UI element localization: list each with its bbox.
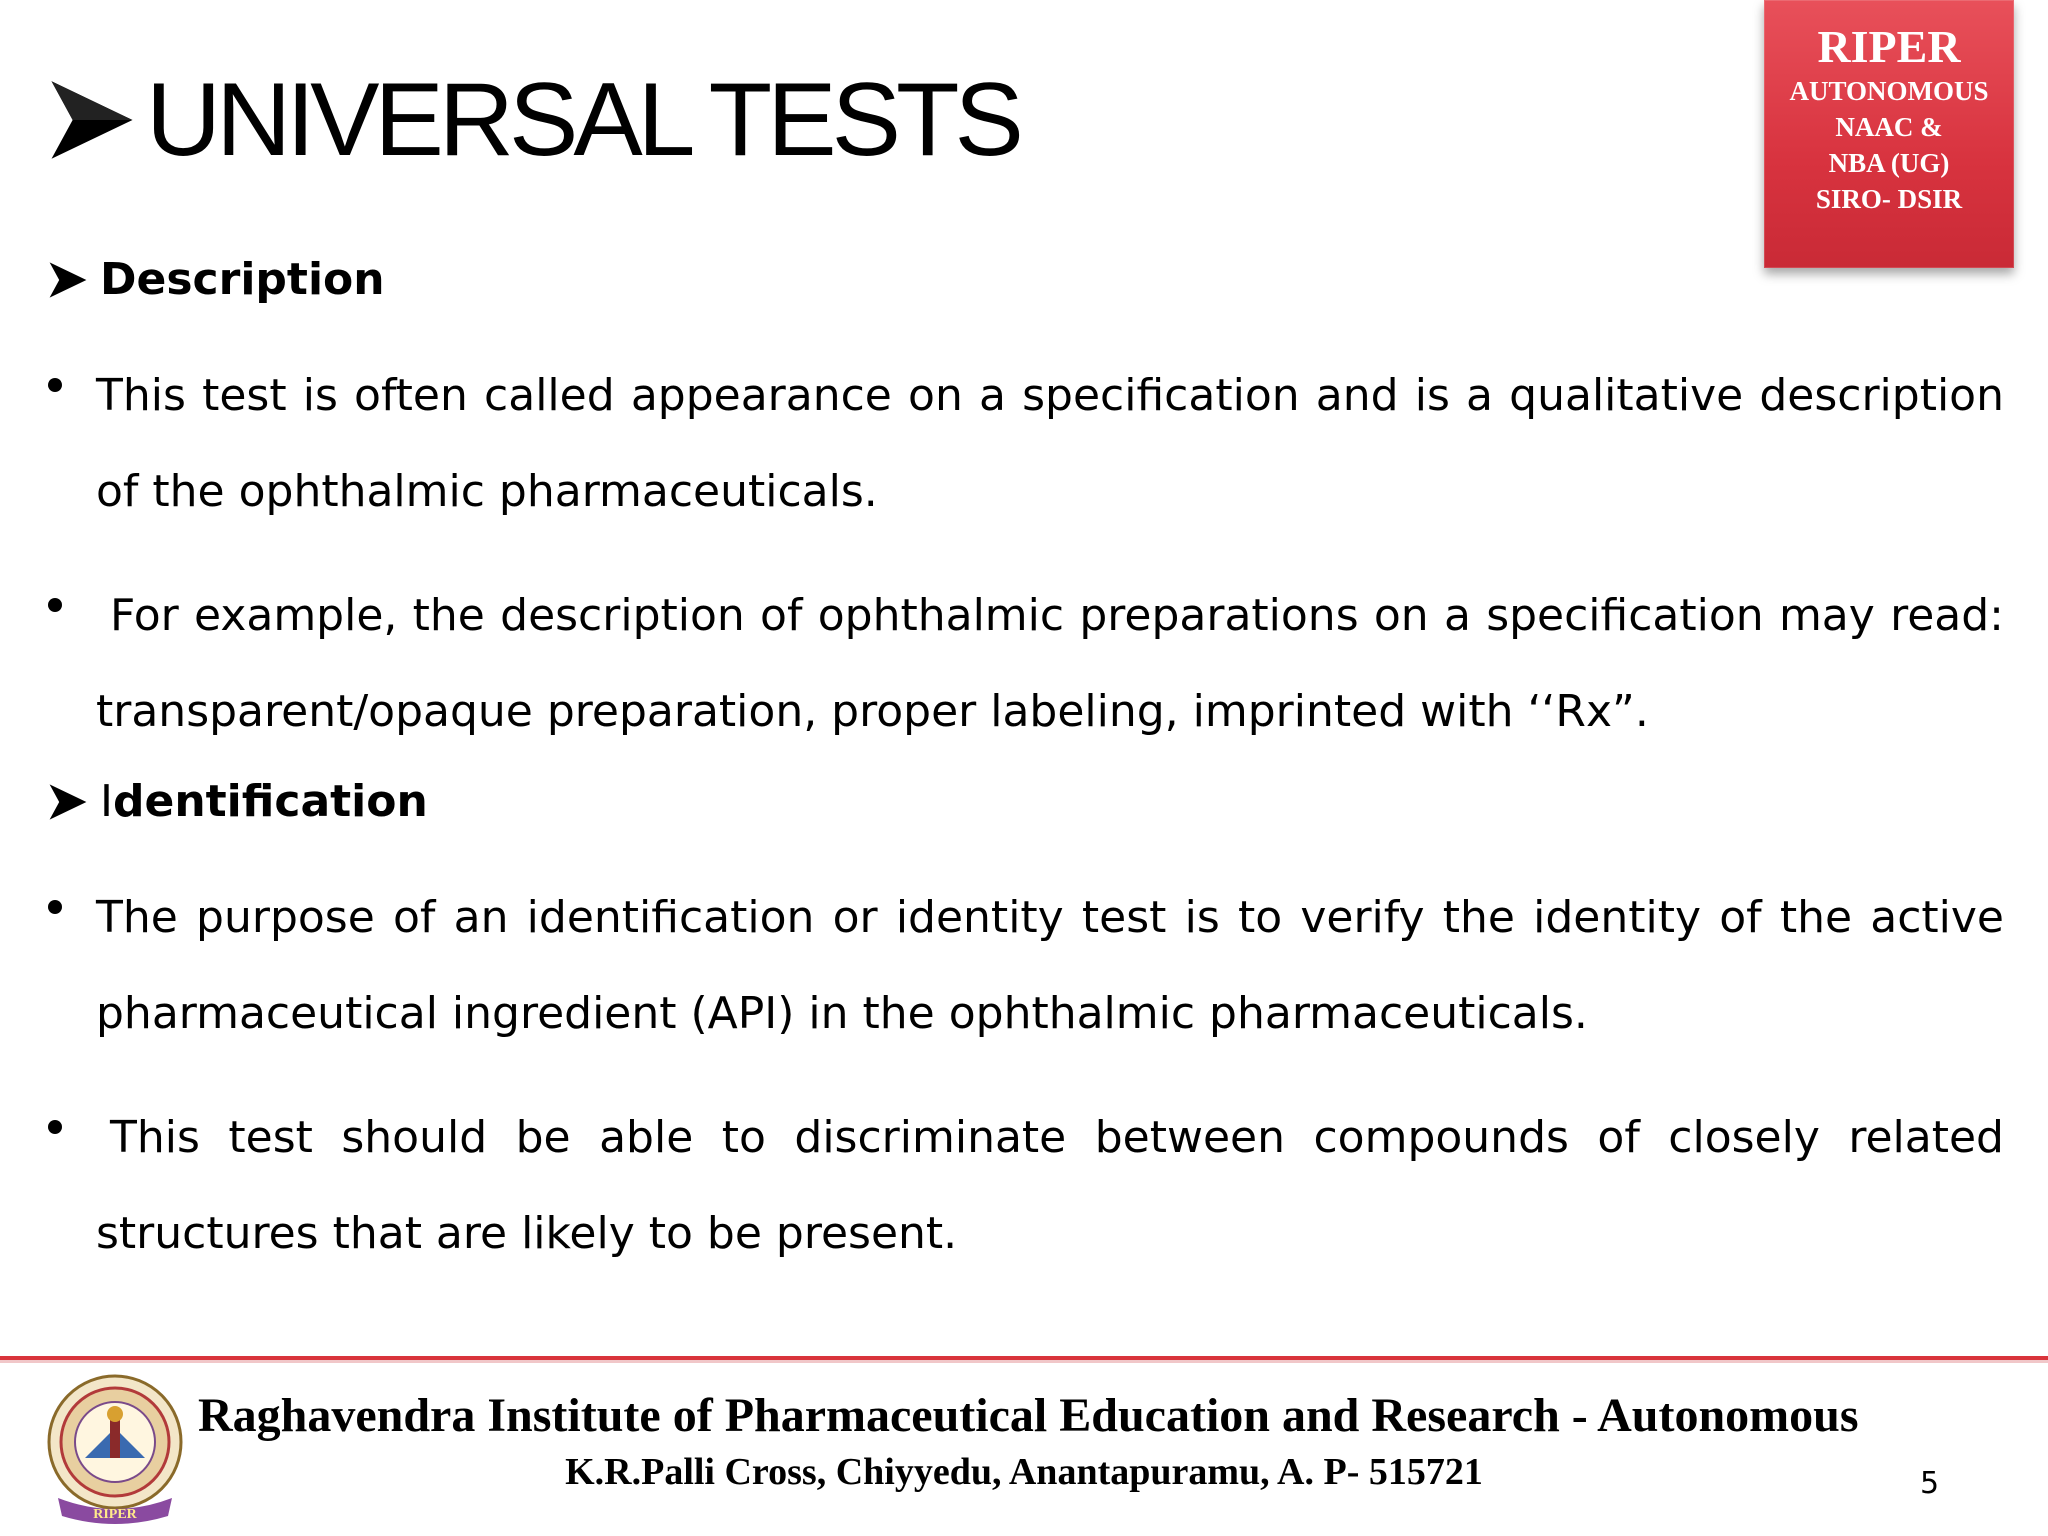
arrowhead-bullet-icon xyxy=(48,782,88,822)
heading-lead: I xyxy=(100,776,113,827)
institute-address: K.R.Palli Cross, Chiyyedu, Anantapuramu, A. P- 515721 xyxy=(565,1451,1483,1493)
bullet-dot-icon xyxy=(48,1120,62,1134)
badge-line-1: RIPER xyxy=(1817,21,1961,72)
slide-title-text: UNIVERSAL TESTS xyxy=(146,62,1019,178)
bullet-text: This test should be able to discriminate between compounds of closely related structures that are likely to be present. xyxy=(96,1112,2004,1259)
list-item xyxy=(48,870,2004,1062)
arrowhead-bullet-icon xyxy=(48,260,88,300)
heading-text: Description xyxy=(100,254,385,305)
footer-divider-shadow xyxy=(0,1360,2048,1363)
logo-lettering: RIPER xyxy=(93,1507,137,1522)
accreditation-badge xyxy=(1764,0,2014,268)
badge-line-5: SIRO- DSIR xyxy=(1815,183,1963,214)
slide-title xyxy=(48,62,1019,178)
institute-name: Raghavendra Institute of Pharmaceutical Education and Research - Autonomous xyxy=(198,1389,1859,1442)
bullet-text: For example, the description of ophthalmic preparations on a specification may read: transparent/opaque preparation, proper labeling, imprinted with ‘‘Rx”. xyxy=(96,590,2004,737)
heading-text: dentification xyxy=(112,776,428,827)
badge-line-4: NBA (UG) xyxy=(1828,147,1950,178)
section-heading-identification xyxy=(48,776,428,827)
section-heading-description xyxy=(48,254,385,305)
bullet-dot-icon xyxy=(48,378,62,392)
bullet-text: The purpose of an identification or identity test is to verify the identity of the active pharmaceutical ingredient (API) in the ophthalmic pharmaceuticals. xyxy=(96,892,2004,1039)
badge-line-2: AUTONOMOUS xyxy=(1789,75,1989,106)
list-item xyxy=(48,1090,2004,1282)
arrowhead-bullet-icon xyxy=(48,76,136,164)
list-item xyxy=(48,568,2004,760)
list-item xyxy=(48,348,2004,540)
bullet-text: This test is often called appearance on a specification and is a qualitative description of the ophthalmic pharmaceuticals. xyxy=(96,370,2004,517)
page-number: 5 xyxy=(1920,1466,1940,1501)
badge-line-3: NAAC & xyxy=(1835,111,1943,142)
bullet-dot-icon xyxy=(48,598,62,612)
bullet-dot-icon xyxy=(48,900,62,914)
